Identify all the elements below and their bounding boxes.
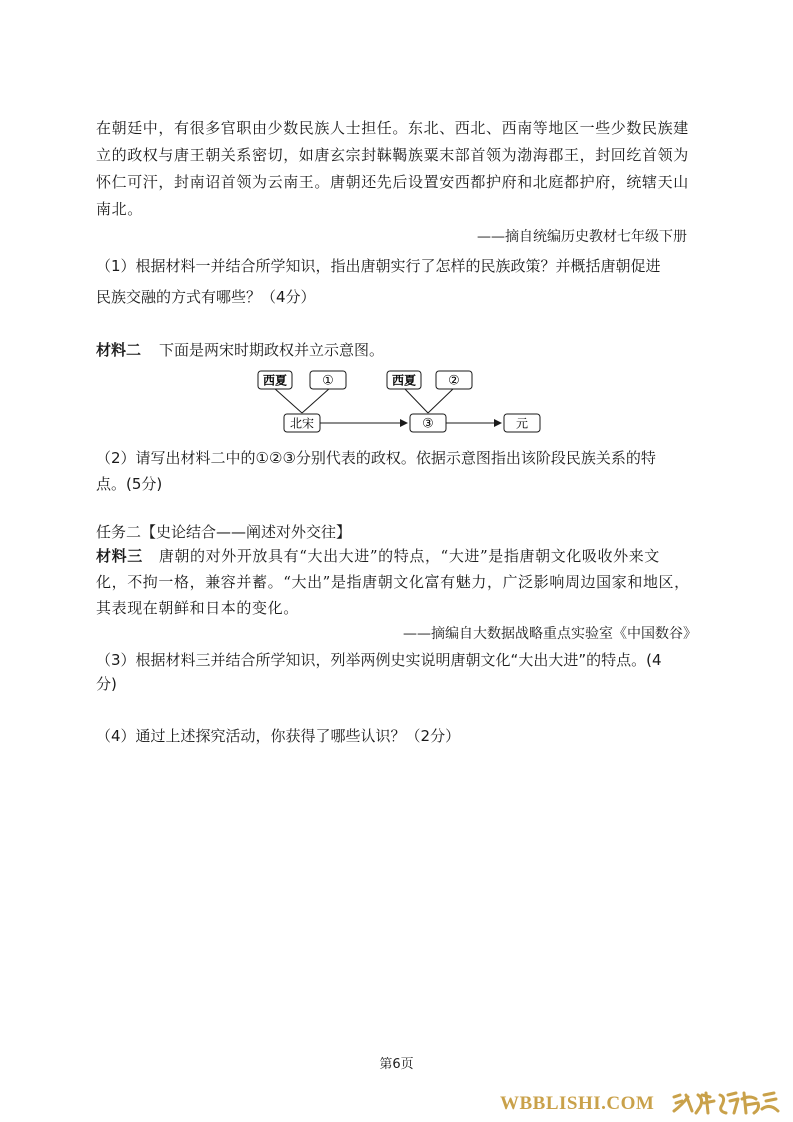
question-1-line-2: 民族交融的方式有哪些？（4分）: [96, 288, 316, 306]
site-watermark: WBBLISHI.COM: [500, 1093, 655, 1114]
material1-line-2: 立的政权与唐王朝关系密切，如唐玄宗封靺鞨族粟末部首领为渤海郡王，封回纥首领为: [96, 146, 689, 164]
box-xixia-1-label: 西夏: [262, 373, 288, 388]
box-2-label: ②: [448, 373, 460, 389]
material2-label: 材料二: [96, 341, 142, 359]
question-3-line-1: （3）根据材料三并结合所学知识，列举两例史实说明唐朝文化“大出大进”的特点。(4: [96, 651, 662, 669]
material1-line-4: 南北。: [96, 200, 143, 218]
material2-heading: [96, 336, 384, 364]
question-2-line-2: 点。(5分): [96, 475, 163, 493]
question-2-line-1: （2）请写出材料二中的①②③分别代表的政权。依据示意图指出该阶段民族关系的特: [96, 449, 656, 467]
connector-line: [302, 388, 330, 413]
connector-line: [274, 388, 302, 413]
question-1-line-1: （1）根据材料一并结合所学知识，指出唐朝实行了怎样的民族政策？并概括唐朝促进: [96, 257, 661, 275]
material2-text: 下面是两宋时期政权并立示意图。: [159, 341, 385, 359]
box-xixia-2-label: 西夏: [391, 373, 417, 388]
box-yuan-label: 元: [515, 416, 529, 431]
material1-line-3: 怀仁可汗，封南诏首领为云南王。唐朝还先后设置安西都护府和北庭都护府，统辖天山: [96, 173, 689, 191]
material3-source: ——摘编自大数据战略重点实验室《中国数谷》: [403, 626, 697, 642]
task2-title: 任务二【史论结合——阐述对外交往】: [96, 523, 352, 541]
material1-line-1: 在朝廷中，有很多官职由少数民族人士担任。东北、西北、西南等地区一些少数民族建: [96, 119, 689, 137]
connector-line: [404, 388, 428, 413]
question-3-line-2: 分): [96, 675, 117, 693]
box-1-label: ①: [322, 373, 334, 389]
material3-text-1: 唐朝的对外开放具有“大出大进”的特点，“大进”是指唐朝文化吸收外来文: [158, 547, 660, 565]
material3-label: 材料三: [96, 547, 143, 565]
material3-line-1: [96, 543, 660, 569]
connector-line: [428, 388, 454, 413]
material3-line-2: 化，不拘一格，兼容并蓄。“大出”是指唐朝文化富有魅力，广泛影响周边国家和地区，: [96, 573, 690, 591]
song-regimes-diagram: [250, 366, 550, 436]
material1-source: ——摘自统编历史教材七年级下册: [477, 229, 687, 245]
box-3-label: ③: [422, 416, 434, 432]
page-number: 第6页: [379, 1057, 414, 1072]
box-beisong-label: 北宋: [289, 416, 315, 431]
material3-line-3: 其表现在朝鲜和日本的变化。: [96, 599, 299, 617]
calligraphy-logo: [670, 1089, 782, 1117]
question-4: （4）通过上述探究活动，你获得了哪些认识？（2分）: [96, 727, 461, 745]
